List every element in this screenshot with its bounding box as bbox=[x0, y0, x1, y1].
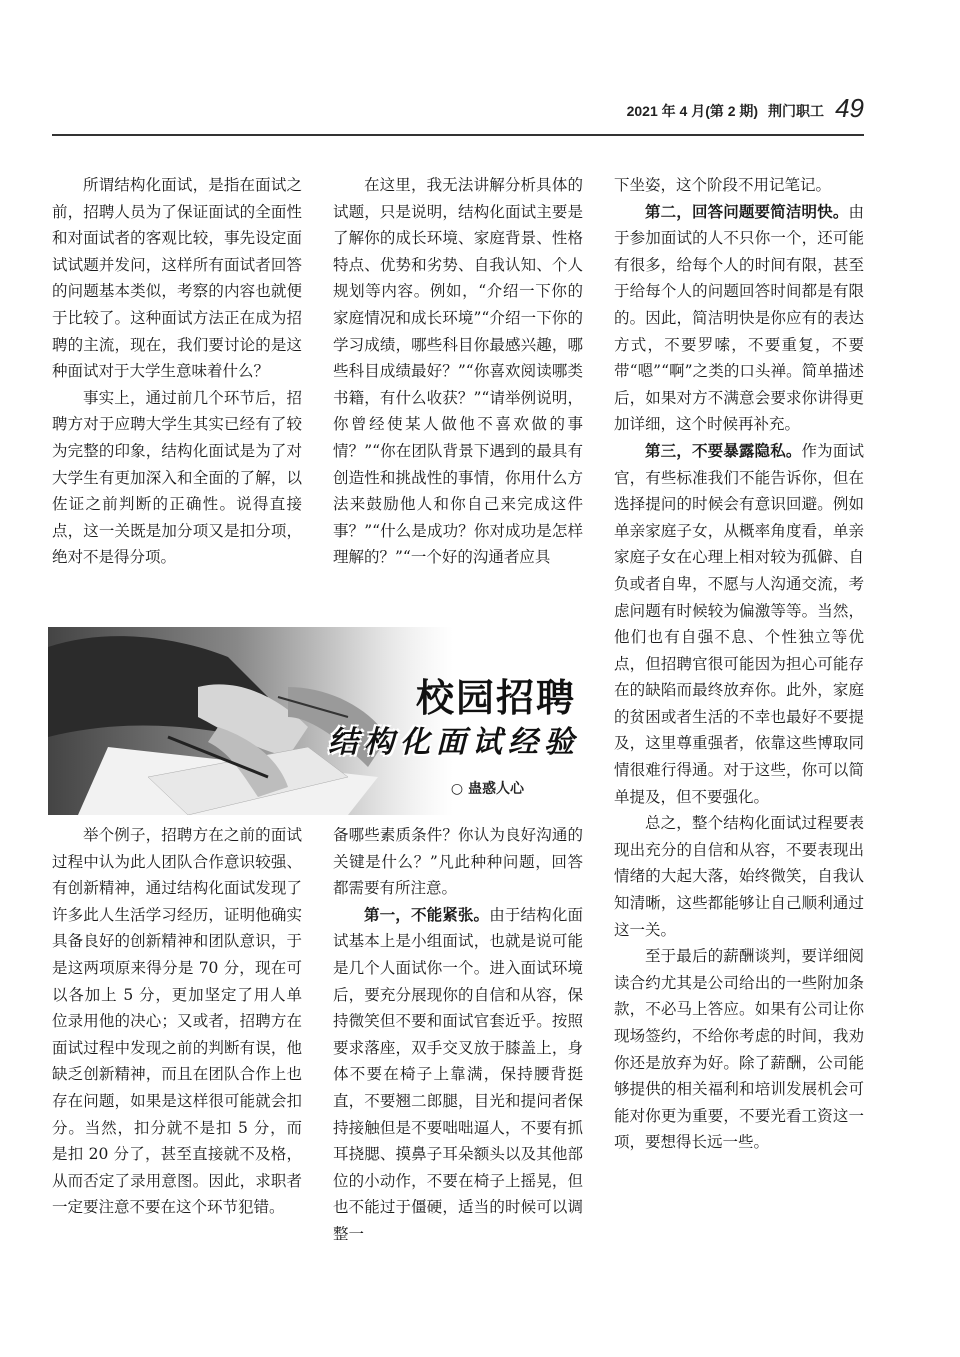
paragraph-body: 作为面试官，有些标准我们不能告诉你，但在选择提问的时候会有意识回避。例如单亲家庭子女，从概率角度看，单亲家庭子女在心理上相对较为孤僻、自负或者自卑，不愿与人沟通交流，考虑问题有时候较为偏激等等。当然，他们也有自强不息、个性独立等优点，但招聘官很可能因为担心可能存在的缺陷而最终放弃你。此外，家庭的贫困或者生活的不幸也最好不要提及，这里尊重强者，依靠这些博取同情很难行得通。对于这些，你可以简单提及，但不要强化。 bbox=[614, 441, 864, 806]
paragraph bbox=[614, 199, 864, 438]
paragraph: 举个例子，招聘方在之前的面试过程中认为此人团队合作意识较强、有创新精神，通过结构化面试发现了许多此人生活学习经历，证明他确实具备良好的创新精神和团队意识，于是这两项原来得分是 70 分，现在可以各加上 5 分，更加坚定了用人单位录用他的决心；又或者，招聘方在面试过程中发现之前的判断有误，他缺乏创新精神，而且在团队合作上也存在问题，如果是这样很可能就会扣分。当然，扣分就不是扣 5 分，而是扣 20 分了，甚至直接就不及格，从而否定了录用意图。因此，求职者一定要注意不要在这个环节犯错。 bbox=[52, 826, 302, 1217]
paragraph: 至于最后的薪酬谈判，要详细阅读合约尤其是公司给出的一些附加条款，不必马上答应。如果有公司让你现场签约，不给你考虑的时间，我劝你还是放弃为好。除了薪酬，公司能够提供的相关福利和培训发展机会可能对你更为重要，不要光看工资这一项，要想得长远一些。 bbox=[614, 947, 864, 1152]
paragraph: 事实上，通过前几个环节后，招聘方对于应聘大学生其实已经有了较为完整的印象，结构化面试是为了对大学生有更加深入和全面的了解，以佐证之前判断的正确性。说得直接点，这一关既是加分项又是扣分项，绝对不是得分项。 bbox=[52, 388, 302, 567]
paragraph bbox=[333, 902, 583, 1248]
section-heading: 第三，不要暴露隐私。 bbox=[645, 441, 802, 460]
banner-subtitle: 结构化面试经验 bbox=[328, 725, 580, 760]
column-2 bbox=[333, 172, 583, 571]
banner-title: 校园招聘 bbox=[415, 676, 576, 720]
page-number: 49 bbox=[835, 93, 864, 123]
header-rule bbox=[52, 134, 864, 136]
column-4 bbox=[52, 822, 302, 1221]
issue-date: 2021 年 4 月(第 2 期) bbox=[626, 103, 759, 119]
article-banner bbox=[48, 627, 588, 815]
paragraph: 总之，整个结构化面试过程要表现出充分的自信和从容，不要表现出情绪的大起大落，始终微笑，自我认知清晰，这些都能够让自己顺利通过这一关。 bbox=[614, 814, 864, 939]
paragraph-body: 由于参加面试的人不只你一个，还可能有很多，给每个人的时间有限，甚至于给每个人的问题回答时间都是有限的。因此，简洁明快是你应有的表达方式，不要罗嗦，不要重复，不要带“嗯”“啊”之类的口头禅。简单描述后，如果对方不满意会要求你讲得更加详细，这个时候再补充。 bbox=[614, 202, 864, 434]
section-heading: 第二，回答问题要简洁明快。 bbox=[645, 202, 849, 221]
paragraph-body: 由于结构化面试基本上是小组面试，也就是说可能是几个人面试你一个。进入面试环境后，要充分展现你的自信和从容，保持微笑但不要和面试官套近乎。按照要求落座，双手交叉放于膝盖上，身体不要在椅子上靠满，保持腰背挺直，不要翘二郎腿，目光和提问者保持接触但是不要咄咄逼人，不要有抓耳挠腮、摸鼻子耳朵额头以及其他部位的小动作，不要在椅子上摇晃，但也不能过于僵硬，适当的时候可以调整一 bbox=[333, 905, 583, 1243]
section-heading: 第一，不能紧张。 bbox=[364, 905, 490, 924]
column-3 bbox=[614, 172, 864, 1156]
paragraph bbox=[614, 438, 864, 810]
paragraph: 下坐姿，这个阶段不用记笔记。 bbox=[614, 176, 832, 194]
column-1 bbox=[52, 172, 302, 571]
journal-name: 荆门职工 bbox=[768, 103, 824, 119]
issue-info bbox=[621, 101, 824, 121]
column-5 bbox=[333, 822, 583, 1248]
paragraph: 备哪些素质条件？你认为良好沟通的关键是什么？”凡此种种问题，回答都需要有所注意。 bbox=[333, 826, 583, 898]
paragraph: 所谓结构化面试，是指在面试之前，招聘人员为了保证面试的全面性和对面试者的客观比较，事先设定面试试题并发问，这样所有面试者回答的问题基本类似，考察的内容也就便于比较了。这种面试方法正在成为招聘的主流，现在，我们要讨论的是这种面试对于大学生意味着什么？ bbox=[52, 176, 302, 381]
author-byline: ○ 蛊惑人心 bbox=[450, 781, 524, 797]
paragraph: 在这里，我无法讲解分析具体的试题，只是说明，结构化面试主要是了解你的成长环境、家庭背景、性格特点、优势和劣势、自我认知、个人规划等内容。例如，“介绍一下你的家庭情况和成长环境”“介绍一下你的学习成绩，哪些科目你最感兴趣，哪些科目成绩最好？”“你喜欢阅读哪类书籍，有什么收获？”“请举例说明，你曾经使某人做他不喜欢做的事情？”“你在团队背景下遇到的最具有创造性和挑战性的事情，你用什么方法来鼓励他人和你自己来完成这件事？”“什么是成功？你对成功是怎样理解的？”“一个好的沟通者应具 bbox=[333, 176, 583, 567]
